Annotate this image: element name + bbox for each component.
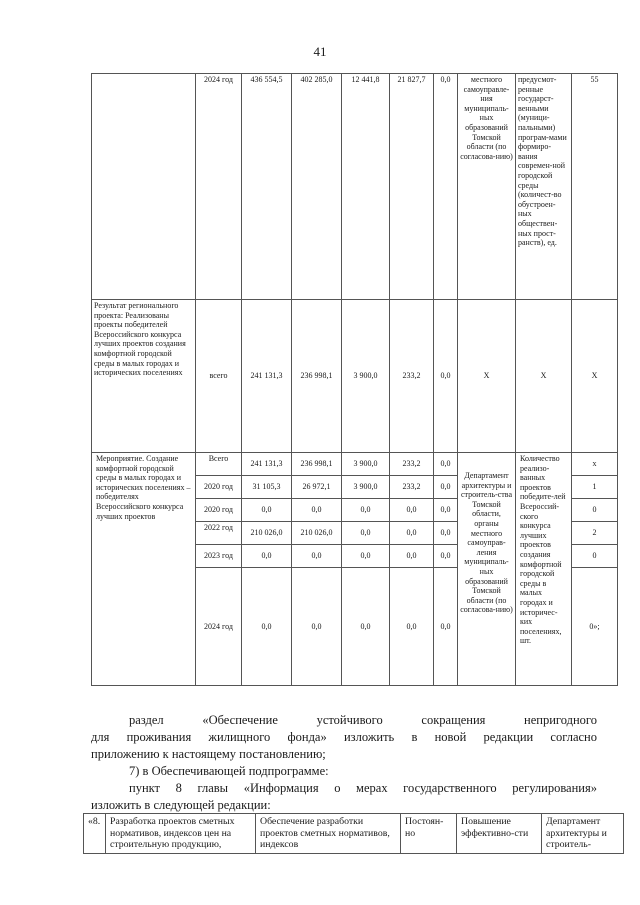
event-indicator-cell: Количество реализо-ванных проектов победите-лей Всероссий-ского конкурса лучших проектов создания комфортной городской среды в малых городах и историчес-ких поселениях, шт. bbox=[516, 453, 572, 686]
indicator-cell: Х bbox=[516, 300, 572, 453]
term-cell: Постоян-но bbox=[401, 814, 457, 854]
local-cell: 233,2 bbox=[390, 300, 434, 453]
local-cell: 0,0 bbox=[390, 568, 434, 686]
other-cell: 0,0 bbox=[434, 453, 458, 476]
empty-label-cell bbox=[92, 74, 196, 300]
value-cell: Х bbox=[572, 300, 618, 453]
indicator-cell: предусмот-ренные государст-венными (муници-пальными) програм-мами формиро-вания современ-ной городской среды (количест-во обустроен-ных обществен-ных прост-ранств), ед. bbox=[516, 74, 572, 300]
year-cell: 2023 год bbox=[196, 545, 242, 568]
result-cell: Повышение эффективно-сти bbox=[457, 814, 542, 854]
local-cell: 0,0 bbox=[390, 545, 434, 568]
regulation-measures-table bbox=[83, 813, 624, 854]
regional-cell: 12 441,8 bbox=[342, 74, 390, 300]
paragraph-line: для проживания жилищного фонда» изложить в новой редакции согласно bbox=[91, 730, 597, 744]
year-cell: всего bbox=[196, 300, 242, 453]
total-cell: 210 026,0 bbox=[242, 522, 292, 545]
total-cell: 0,0 bbox=[242, 499, 292, 522]
total-cell: 241 131,3 bbox=[242, 453, 292, 476]
federal-cell: 0,0 bbox=[292, 499, 342, 522]
year-cell: 2024 год bbox=[196, 568, 242, 686]
paragraph-line: раздел «Обеспечение устойчивого сокращения непригодного bbox=[129, 713, 597, 727]
other-cell: 0,0 bbox=[434, 568, 458, 686]
page-number: 41 bbox=[313, 44, 327, 59]
table-row-result bbox=[92, 300, 618, 453]
value-cell: 0 bbox=[572, 545, 618, 568]
value-cell: х bbox=[572, 453, 618, 476]
other-cell: 0,0 bbox=[434, 74, 458, 300]
other-cell: 0,0 bbox=[434, 476, 458, 499]
year-cell: 2024 год bbox=[196, 74, 242, 300]
year-cell: 2020 год bbox=[196, 476, 242, 499]
value-cell: 0 bbox=[572, 499, 618, 522]
federal-cell: 210 026,0 bbox=[292, 522, 342, 545]
local-cell: 0,0 bbox=[390, 522, 434, 545]
total-cell: 0,0 bbox=[242, 545, 292, 568]
table-row-event-total bbox=[92, 453, 618, 476]
federal-cell: 0,0 bbox=[292, 568, 342, 686]
executor-cell: местного самоуправле-ния муниципаль-ных образований Томской области (по согласова-нию) bbox=[458, 74, 516, 300]
paragraph-line: пункт 8 главы «Информация о мерах государственного регулирования» bbox=[129, 781, 597, 795]
federal-cell: 402 285,0 bbox=[292, 74, 342, 300]
program-table bbox=[91, 73, 618, 686]
value-cell: 1 bbox=[572, 476, 618, 499]
row-number-cell: «8. bbox=[84, 814, 106, 854]
other-cell: 0,0 bbox=[434, 499, 458, 522]
executor-cell: Департамент архитектуры и строитель- bbox=[542, 814, 624, 854]
other-cell: 0,0 bbox=[434, 545, 458, 568]
regional-cell: 3 900,0 bbox=[342, 300, 390, 453]
local-cell: 233,2 bbox=[390, 453, 434, 476]
federal-cell: 0,0 bbox=[292, 545, 342, 568]
table-row-2024-top bbox=[92, 74, 618, 300]
other-cell: 0,0 bbox=[434, 522, 458, 545]
year-cell: Всего bbox=[196, 453, 242, 476]
paragraph-line: 7) в Обеспечивающей подпрограмме: bbox=[129, 764, 329, 778]
local-cell: 21 827,7 bbox=[390, 74, 434, 300]
table-row bbox=[84, 814, 624, 854]
value-cell: 55 bbox=[572, 74, 618, 300]
measure-name-cell: Разработка проектов сметных нормативов, индексов цен на строительную продукцию, bbox=[106, 814, 256, 854]
regional-cell: 0,0 bbox=[342, 499, 390, 522]
event-executor-cell: Департамент архитектуры и строитель-ства Томской области, органы местного самоуправ-ления муниципаль-ных образований Томской области (по согласова-нию) bbox=[458, 453, 516, 686]
regional-cell: 0,0 bbox=[342, 522, 390, 545]
value-cell: 0»; bbox=[572, 568, 618, 686]
executor-cell: Х bbox=[458, 300, 516, 453]
regional-cell: 3 900,0 bbox=[342, 476, 390, 499]
total-cell: 0,0 bbox=[242, 568, 292, 686]
federal-cell: 236 998,1 bbox=[292, 300, 342, 453]
total-cell: 241 131,3 bbox=[242, 300, 292, 453]
regional-cell: 0,0 bbox=[342, 545, 390, 568]
local-cell: 0,0 bbox=[390, 499, 434, 522]
regional-cell: 3 900,0 bbox=[342, 453, 390, 476]
local-cell: 233,2 bbox=[390, 476, 434, 499]
year-cell: 2020 год bbox=[196, 499, 242, 522]
value-cell: 2 bbox=[572, 522, 618, 545]
total-cell: 31 105,3 bbox=[242, 476, 292, 499]
measure-content-cell: Обеспечение разработки проектов сметных нормативов, индексов bbox=[256, 814, 401, 854]
federal-cell: 236 998,1 bbox=[292, 453, 342, 476]
regional-cell: 0,0 bbox=[342, 568, 390, 686]
paragraph-line: изложить в следующей редакции: bbox=[91, 798, 271, 812]
total-cell: 436 554,5 bbox=[242, 74, 292, 300]
result-label-cell: Результат регионального проекта: Реализованы проекты победителей Всероссийского конкурса лучших проектов создания комфортной городской среды в малых городах и исторических поселениях bbox=[92, 300, 196, 453]
federal-cell: 26 972,1 bbox=[292, 476, 342, 499]
paragraph-line: приложению к настоящему постановлению; bbox=[91, 747, 326, 761]
other-cell: 0,0 bbox=[434, 300, 458, 453]
event-label-cell: Мероприятие. Создание комфортной городской среды в малых городах и исторических поселениях – победителях Всероссийского конкурса лучших проектов bbox=[92, 453, 196, 686]
year-cell: 2022 год bbox=[196, 522, 242, 545]
